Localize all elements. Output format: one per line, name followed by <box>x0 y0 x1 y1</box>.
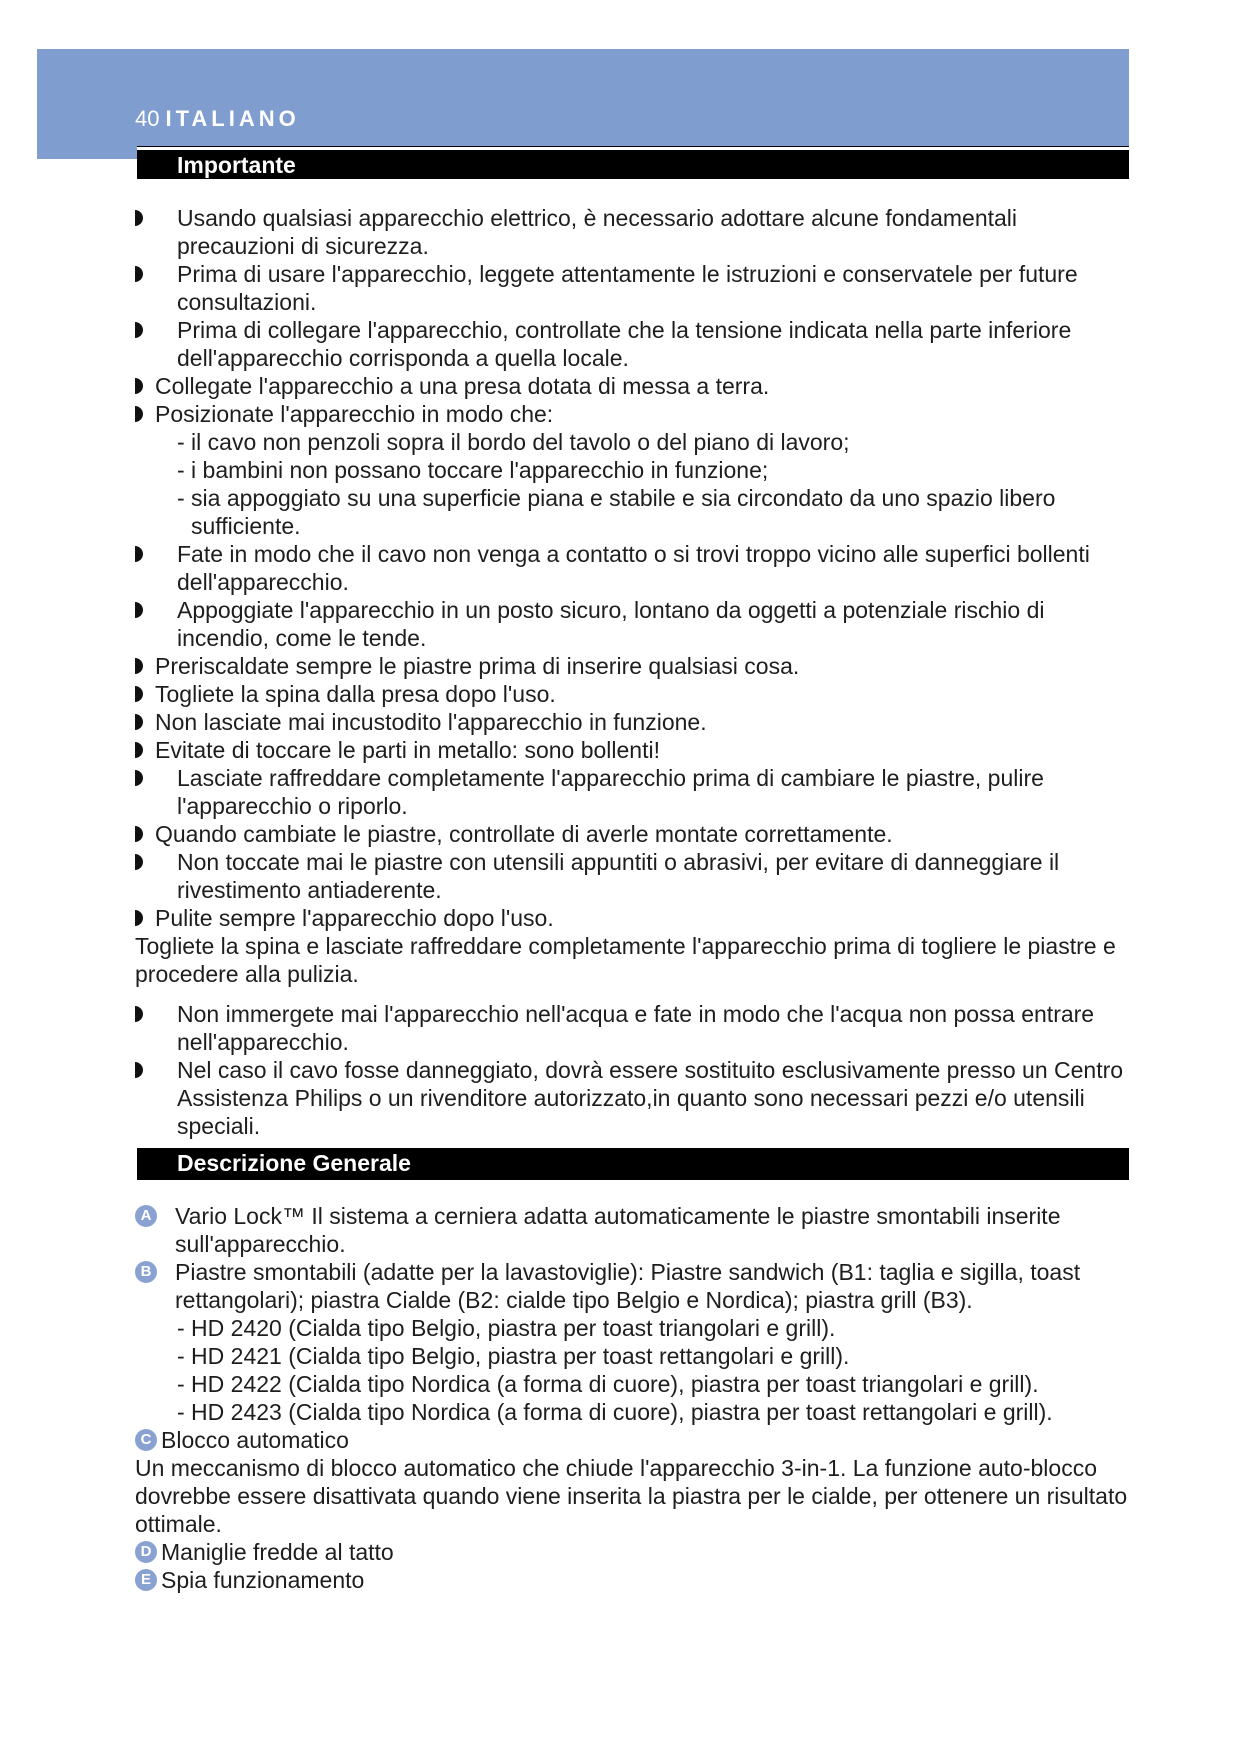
bullet-icon <box>135 1006 145 1022</box>
description-item-a: A Vario Lock™ Il sistema a cerniera adatta automaticamente le piastre smontabili inserite sull'apparecchio. <box>135 1202 1135 1258</box>
bullet-icon <box>135 826 145 842</box>
sub-item: - sia appoggiato su una superficie piana e stabile e sia circondato da uno spazio libero <box>177 485 1056 511</box>
model-item: - HD 2420 (Cialda tipo Belgio, piastra per toast triangolari e grill). <box>177 1315 836 1341</box>
header-band <box>37 49 1129 159</box>
list-item: Posizionate l'apparecchio in modo che: <box>135 400 1135 428</box>
description-item-d: D Maniglie fredde al tatto <box>135 1538 1135 1566</box>
letter-c-icon: C <box>135 1429 157 1451</box>
letter-d-icon: D <box>135 1541 157 1563</box>
bullet-icon <box>135 854 145 870</box>
bullet-icon <box>135 1062 145 1078</box>
list-item: Non lasciate mai incustodito l'apparecchio in funzione. <box>135 708 1135 736</box>
bullet-icon <box>135 714 145 730</box>
list-item: Lasciate raffreddare completamente l'apparecchio prima di cambiare le piastre, pulire l'apparecchio o riporlo. <box>135 764 1135 820</box>
bullet-icon <box>135 378 145 394</box>
page-header <box>135 106 300 132</box>
list-item: Non immergete mai l'apparecchio nell'acqua e fate in modo che l'acqua non possa entrare nell'apparecchio. <box>135 1000 1135 1056</box>
sub-item: - i bambini non possano toccare l'apparecchio in funzione; <box>177 457 769 483</box>
list-item: Preriscaldate sempre le piastre prima di inserire qualsiasi cosa. <box>135 652 1135 680</box>
list-item: Fate in modo che il cavo non venga a contatto o si trovi troppo vicino alle superfici bollenti dell'apparecchio. <box>135 540 1135 596</box>
section-title-description: Descrizione Generale <box>137 1148 1129 1180</box>
sub-item-continuation: sufficiente. <box>191 513 301 539</box>
letter-a-icon: A <box>135 1205 157 1227</box>
description-item-b: B Piastre smontabili (adatte per la lavastoviglie): Piastre sandwich (B1: taglia e sigilla, toast rettangolari); piastra Cialde (B2: cialde tipo Belgio e Nordica); piastra grill (B3). <box>135 1258 1135 1314</box>
letter-e-icon: E <box>135 1569 157 1591</box>
bullet-icon <box>135 322 145 338</box>
list-item: Collegate l'apparecchio a una presa dotata di messa a terra. <box>135 372 1135 400</box>
list-item: Togliete la spina dalla presa dopo l'uso. <box>135 680 1135 708</box>
list-item: Usando qualsiasi apparecchio elettrico, è necessario adottare alcune fondamentali precauzioni di sicurezza. <box>135 204 1135 260</box>
list-item: Prima di collegare l'apparecchio, controllate che la tensione indicata nella parte inferiore dell'apparecchio corrisponda a quella locale. <box>135 316 1135 372</box>
list-item: Quando cambiate le piastre, controllate di averle montate correttamente. <box>135 820 1135 848</box>
auto-lock-paragraph: Un meccanismo di blocco automatico che chiude l'apparecchio 3-in-1. La funzione auto-blocco dovrebbe essere disattivata quando viene inserita la piastra per le cialde, per ottenere un risultato ottimale. <box>135 1455 1128 1537</box>
model-item: - HD 2422 (Cialda tipo Nordica (a forma di cuore), piastra per toast triangolari e grill). <box>177 1371 1039 1397</box>
language-label: ITALIANO <box>165 106 300 131</box>
description-item-e: E Spia funzionamento <box>135 1566 1135 1594</box>
list-item: Appoggiate l'apparecchio in un posto sicuro, lontano da oggetti a potenziale rischio di incendio, come le tende. <box>135 596 1135 652</box>
bullet-icon <box>135 210 145 226</box>
list-item: Evitate di toccare le parti in metallo: sono bollenti! <box>135 736 1135 764</box>
bullet-icon <box>135 266 145 282</box>
bullet-icon <box>135 910 145 926</box>
bullet-icon <box>135 602 145 618</box>
description-item-c: C Blocco automatico <box>135 1426 1135 1454</box>
bullet-icon <box>135 406 145 422</box>
page-number: 40 <box>135 106 160 131</box>
bullet-icon <box>135 742 145 758</box>
model-item: - HD 2423 (Cialda tipo Nordica (a forma di cuore), piastra per toast rettangolari e grill). <box>177 1399 1053 1425</box>
bullet-icon <box>135 686 145 702</box>
bullet-icon <box>135 770 145 786</box>
list-item: Non toccate mai le piastre con utensili appuntiti o abrasivi, per evitare di danneggiare il rivestimento antiaderente. <box>135 848 1135 904</box>
sub-item: - il cavo non penzoli sopra il bordo del tavolo o del piano di lavoro; <box>177 429 850 455</box>
cleaning-paragraph: Togliete la spina e lasciate raffreddare completamente l'apparecchio prima di togliere le piastre e procedere alla pulizia. <box>135 933 1116 987</box>
list-item: Prima di usare l'apparecchio, leggete attentamente le istruzioni e conservatele per future consultazioni. <box>135 260 1135 316</box>
description-list <box>135 1202 1135 1594</box>
list-item: Nel caso il cavo fosse danneggiato, dovrà essere sostituito esclusivamente presso un Centro Assistenza Philips o un rivenditore autorizzato,in quanto sono necessari pezzi e/o utensili speciali. <box>135 1056 1135 1140</box>
letter-b-icon: B <box>135 1261 157 1283</box>
important-list <box>135 204 1135 1140</box>
list-item: Pulite sempre l'apparecchio dopo l'uso. <box>135 904 1135 932</box>
model-item: - HD 2421 (Cialda tipo Belgio, piastra per toast rettangolari e grill). <box>177 1343 850 1369</box>
bullet-icon <box>135 658 145 674</box>
section-title-important: Importante <box>137 147 1129 179</box>
bullet-icon <box>135 546 145 562</box>
